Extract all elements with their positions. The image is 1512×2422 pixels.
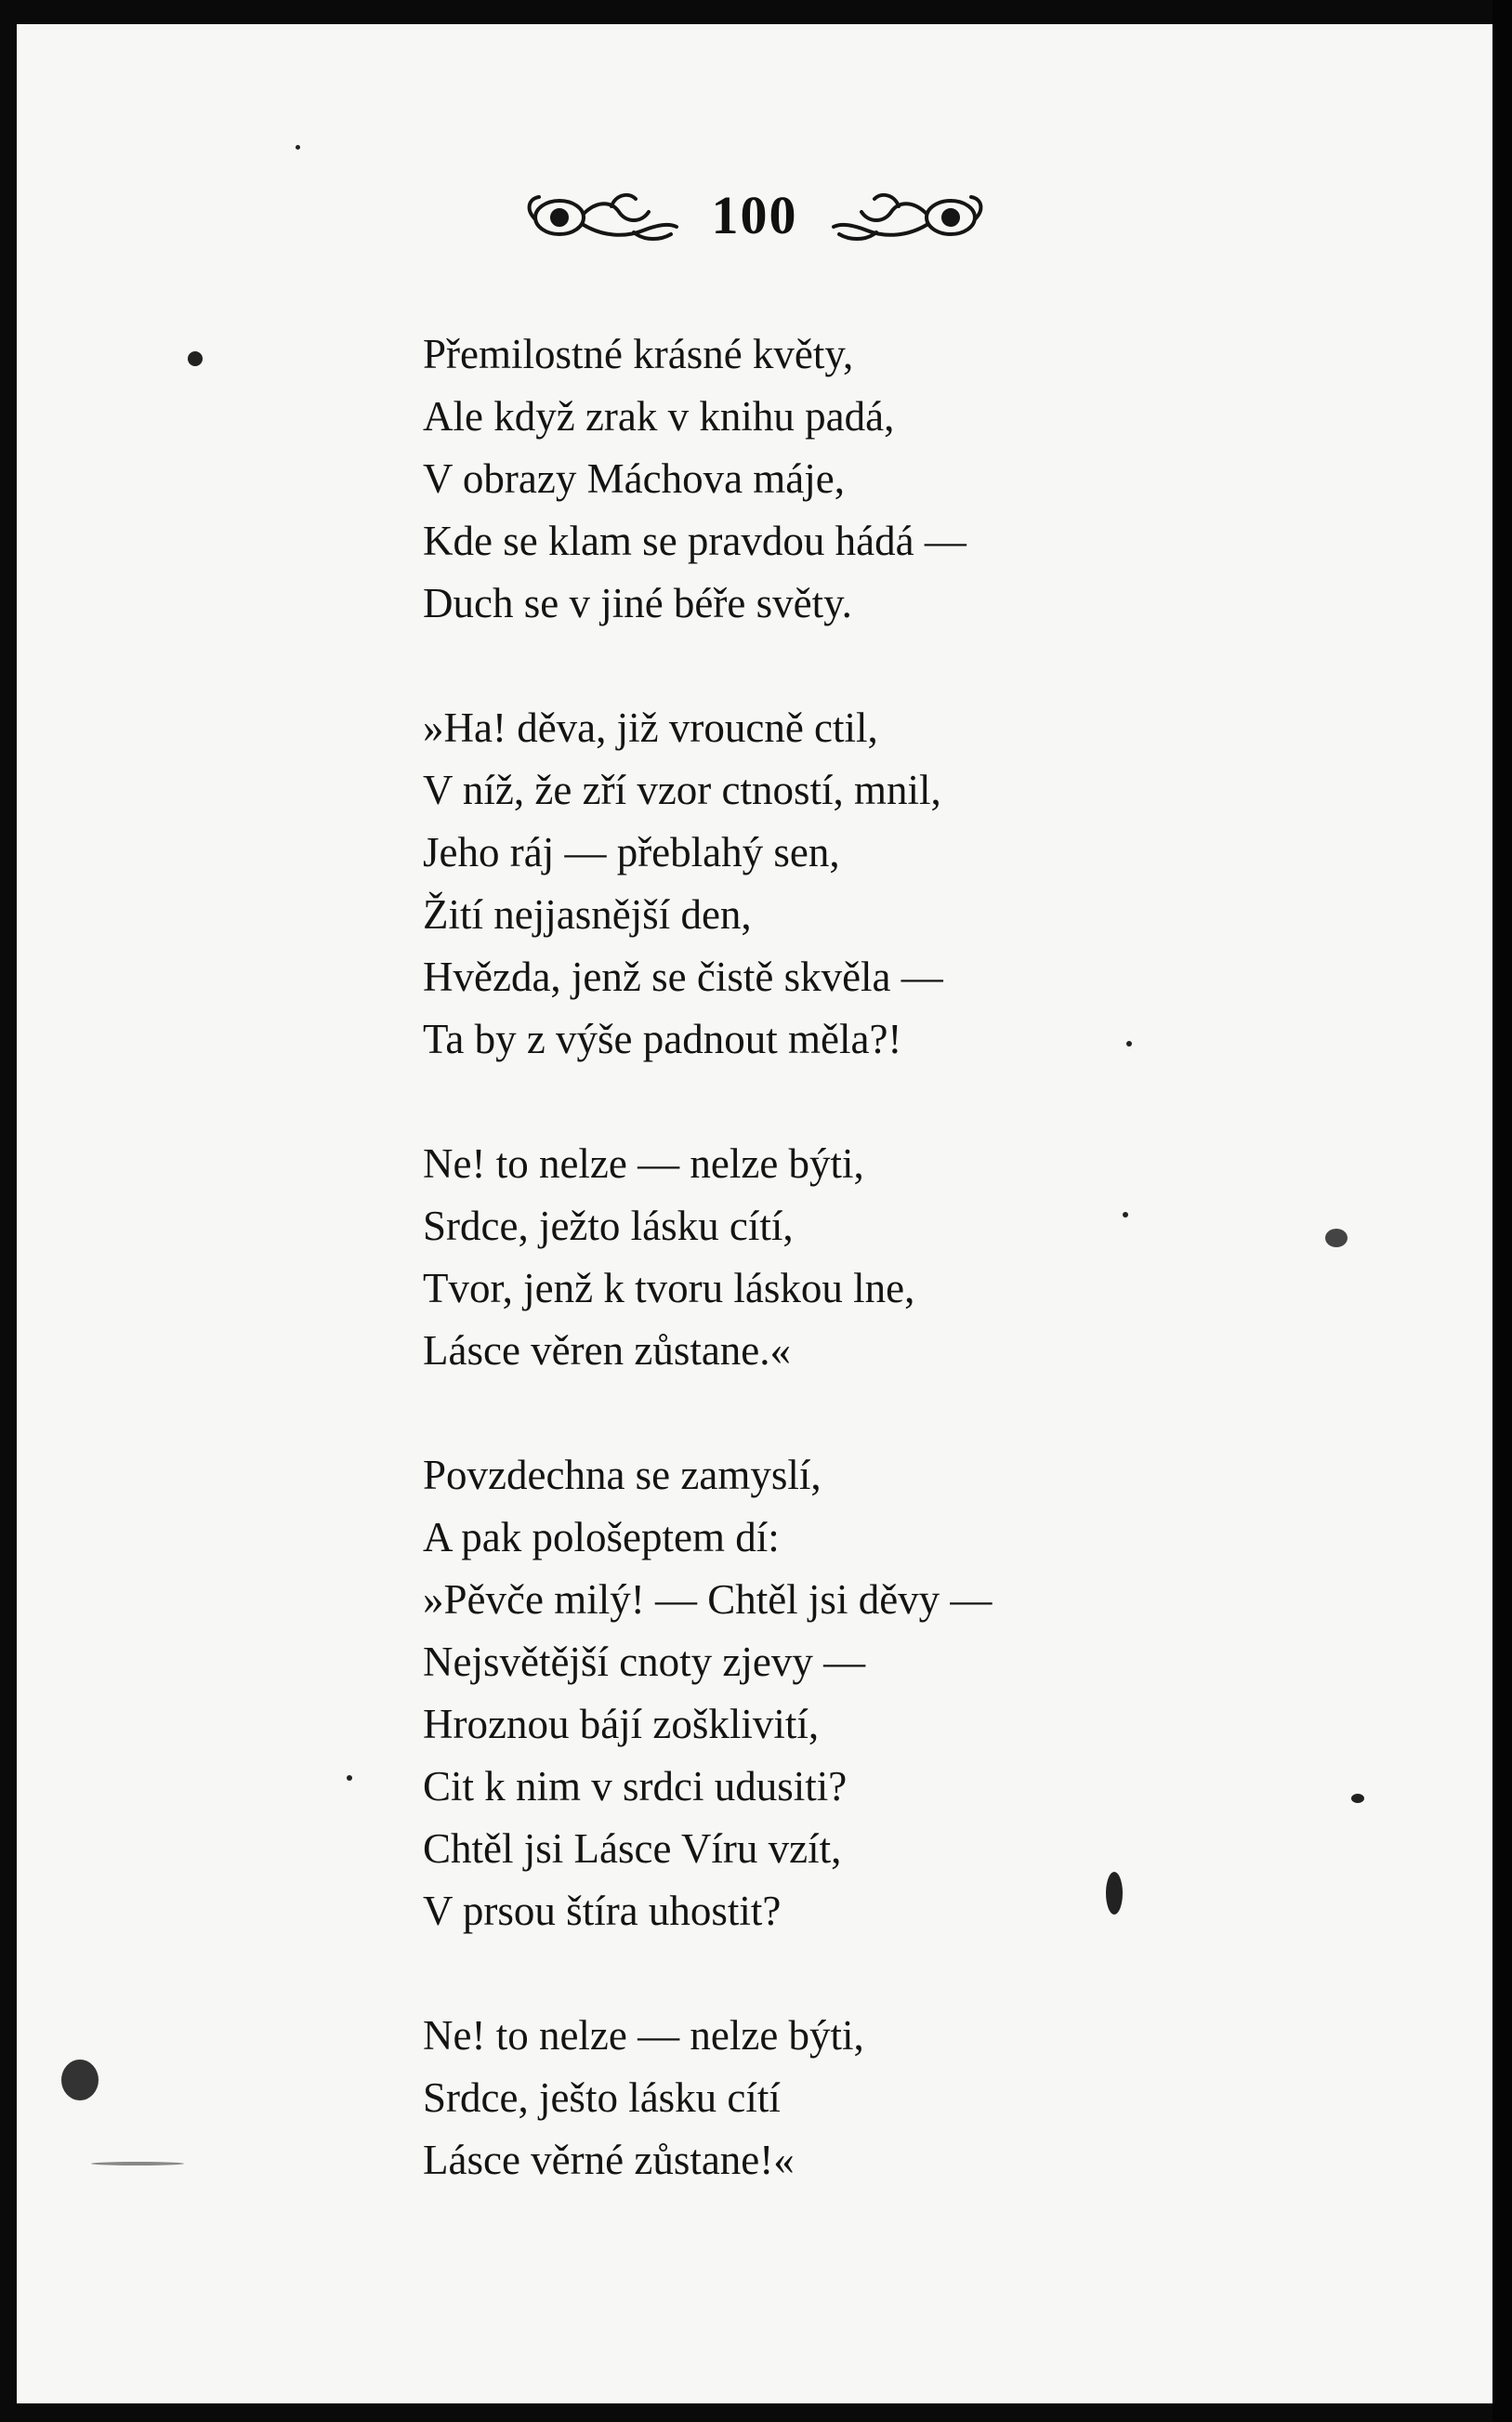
stanza-1 (423, 323, 1352, 635)
scan-speck (347, 1775, 352, 1781)
poem-line: Hvězda, jenž se čistě skvěla — (423, 954, 943, 1000)
scan-speck (1106, 1872, 1123, 1915)
scan-speck (61, 2060, 99, 2100)
poem-line: Ne! to nelze — nelze býti, (423, 2012, 864, 2059)
poem-line: Tvor, jenž k tvoru láskou lne, (423, 1265, 915, 1311)
poem-line: Přemilostné krásné květy, (423, 331, 854, 377)
poem-line: Kde se klam se pravdou hádá — (423, 518, 966, 564)
poem-line: »Pěvče milý! — Chtěl jsi děvy — (423, 1576, 993, 1623)
poem-line: Lásce věren zůstane.« (423, 1327, 792, 1374)
poem-line: Cit k nim v srdci udusiti? (423, 1763, 848, 1810)
page-header (17, 164, 1492, 266)
poem-line: V níž, že zří vzor ctností, mnil, (423, 767, 941, 813)
poem-line: Ale když zrak v knihu padá, (423, 393, 895, 440)
floral-vignette-left-icon (522, 182, 680, 247)
poem-line: V prsou štíra uhostit? (423, 1888, 782, 1934)
poem-line: Ne! to nelze — nelze býti, (423, 1140, 864, 1187)
scan-speck (1325, 1229, 1348, 1247)
stanza-2 (423, 697, 1352, 1071)
poem-line: Ta by z výše padnout měla?! (423, 1016, 902, 1062)
book-page (17, 24, 1492, 2403)
stanza-5 (423, 2005, 1352, 2192)
scan-edge (1492, 0, 1512, 2422)
floral-vignette-right-icon (830, 182, 988, 247)
poem-line: Povzdechna se zamyslí, (423, 1452, 822, 1498)
poem-line: Srdce, ješto lásku cítí (423, 2074, 781, 2121)
scan-speck (91, 2162, 184, 2165)
poem-text (423, 323, 1352, 2254)
scan-speck (1123, 1212, 1128, 1218)
scan-speck (188, 351, 203, 366)
poem-line: Srdce, ježto lásku cítí, (423, 1203, 794, 1249)
scan-speck (1126, 1041, 1132, 1046)
poem-line: Duch se v jiné béře světy. (423, 580, 852, 626)
scan-speck (296, 145, 300, 150)
poem-line: V obrazy Máchova máje, (423, 455, 845, 502)
poem-line: Jeho ráj — přeblahý sen, (423, 829, 840, 875)
poem-line: Žití nejjasnější den, (423, 891, 752, 938)
poem-line: Lásce věrné zůstane!« (423, 2137, 795, 2183)
scan-speck (1351, 1794, 1364, 1803)
poem-line: Nejsvětější cnoty zjevy — (423, 1639, 866, 1685)
poem-line: Hroznou bájí zošklivití, (423, 1701, 820, 1747)
poem-line: Chtěl jsi Lásce Víru vzít, (423, 1825, 842, 1872)
stanza-3 (423, 1133, 1352, 1382)
poem-line: »Ha! děva, již vroucně ctil, (423, 704, 878, 751)
poem-line: A pak pološeptem dí: (423, 1514, 780, 1560)
stanza-4 (423, 1444, 1352, 1942)
page-number: 100 (711, 184, 798, 245)
